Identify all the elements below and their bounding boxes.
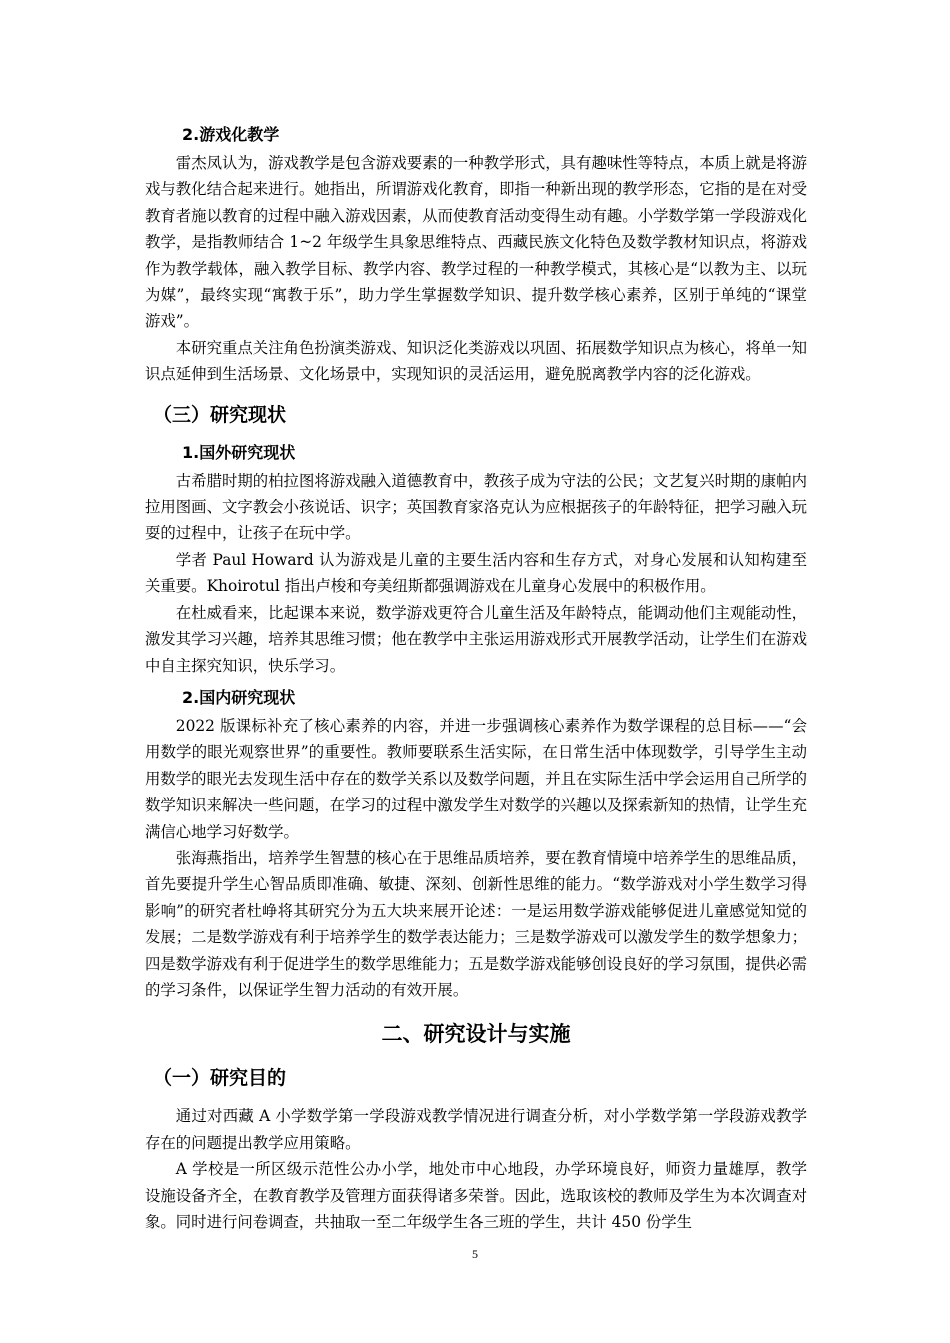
paragraph-research-focus: 本研究重点关注角色扮演类游戏、知识泛化类游戏以巩固、拓展数学知识点为核心，将单一知识点延伸到生活场景、文化场景中，实现知识的灵活运用，避免脱离教学内容的泛化游戏。 — [145, 338, 807, 384]
subsection-heading-domestic-research: 2.国内研究现状 — [182, 687, 296, 707]
document-body — [145, 122, 807, 1235]
paragraph-plato-locke: 古希腊时期的柏拉图将游戏融入道德教育中，教孩子成为守法的公民；文艺复兴时期的康帕内拉用图画、文字教会小孩说话、识字；英国教育家洛克认为应根据孩子的年龄特征，把学习融入玩耍的过程中，让孩子在玩中学。 — [145, 471, 807, 543]
subsection-heading-gamified-teaching: 2.游戏化教学 — [182, 125, 280, 144]
paragraph-school-description: A 学校是一所区级示范性公办小学，地处市中心地段，办学环境良好，师资力量雄厚，教学设施设备齐全，在教育教学及管理方面获得诸多荣誉。因此，选取该校的教师及学生为本次调查对象。同时进行问卷调查，共抽取一至二年级学生各三班的学生，共计 450 份学生 — [145, 1160, 807, 1231]
section-heading-research-purpose: （一）研究目的 — [153, 1067, 287, 1090]
paragraph-paul-howard: 学者 Paul Howard 认为游戏是儿童的主要生活内容和生存方式，对身心发展和认知构建至关重要。Khoirotul 指出卢梭和夸美纽斯都强调游戏在儿童身心发展中的积极作用。 — [145, 550, 807, 596]
paragraph-zhang-haiyan: 张海燕指出，培养学生智慧的核心在于思维品质培养，要在教育情境中培养学生的思维品质，首先要提升学生心智品质即准确、敏捷、深刻、创新性思维的能力。“数学游戏对小学生数学习得影响”的研究者杜峥将其研究分为五大块来展开论述：一是运用数学游戏能够促进儿童感觉知觉的发展；二是数学游戏有利于培养学生的数学表达能力；三是数学游戏可以激发学生的数学想象力；四是数学游戏有利于促进学生的数学思维能力；五是数学游戏能够创设良好的学习氛围，提供必需的学习条件，以保证学生智力活动的有效开展。 — [145, 848, 807, 999]
page-number: 5 — [472, 1247, 478, 1261]
paragraph-purpose: 通过对西藏 A 小学数学第一学段游戏教学情况进行调查分析，对小学数学第一学段游戏教学存在的问题提出教学应用策略。 — [145, 1107, 807, 1152]
section-heading-research-status: （三）研究现状 — [153, 403, 287, 426]
paragraph-gamified-definition: 雷杰凤认为，游戏教学是包含游戏要素的一种教学形式，具有趣味性等特点，本质上就是将游戏与教化结合起来进行。她指出，所谓游戏化教育，即指一种新出现的教学形态，它指的是在对受教育者施以教育的过程中融入游戏因素，从而使教育活动变得生动有趣。小学数学第一学段游戏化教学，是指教师结合 1~2 年级学生具象思维特点、西藏民族文化特色及数学教材知识点，将游戏作为教学载体，融入教学目标、教学内容、教学过程的一种教学模式，其核心是“以教为主、以玩为媒”，最终实现“寓教于乐”，助力学生掌握数学知识、提升数学核心素养，区别于单纯的“课堂游戏”。 — [145, 154, 807, 331]
paragraph-dewey: 在杜威看来，比起课本来说，数学游戏更符合儿童生活及年龄特点，能调动他们主观能动性，激发其学习兴趣，培养其思维习惯；他在教学中主张运用游戏形式开展教学活动，让学生们在游戏中自主探究知识，快乐学习。 — [145, 603, 807, 675]
paragraph-curriculum-standard: 2022 版课标补充了核心素养的内容，并进一步强调核心素养作为数学课程的总目标——“会用数学的眼光观察世界”的重要性。教师要联系生活实际，在日常生活中体现数学，引导学生主动用数学的眼光去发现生活中存在的数学关系以及数学问题，并且在实际生活中学会运用自己所学的数学知识来解决一些问题，在学习的过程中激发学生对数学的兴趣以及探索新知的热情，让学生充满信心地学习好数学。 — [145, 716, 807, 841]
subsection-heading-foreign-research: 1.国外研究现状 — [182, 442, 296, 462]
chapter-heading-research-design: 二、研究设计与实施 — [381, 1022, 571, 1047]
